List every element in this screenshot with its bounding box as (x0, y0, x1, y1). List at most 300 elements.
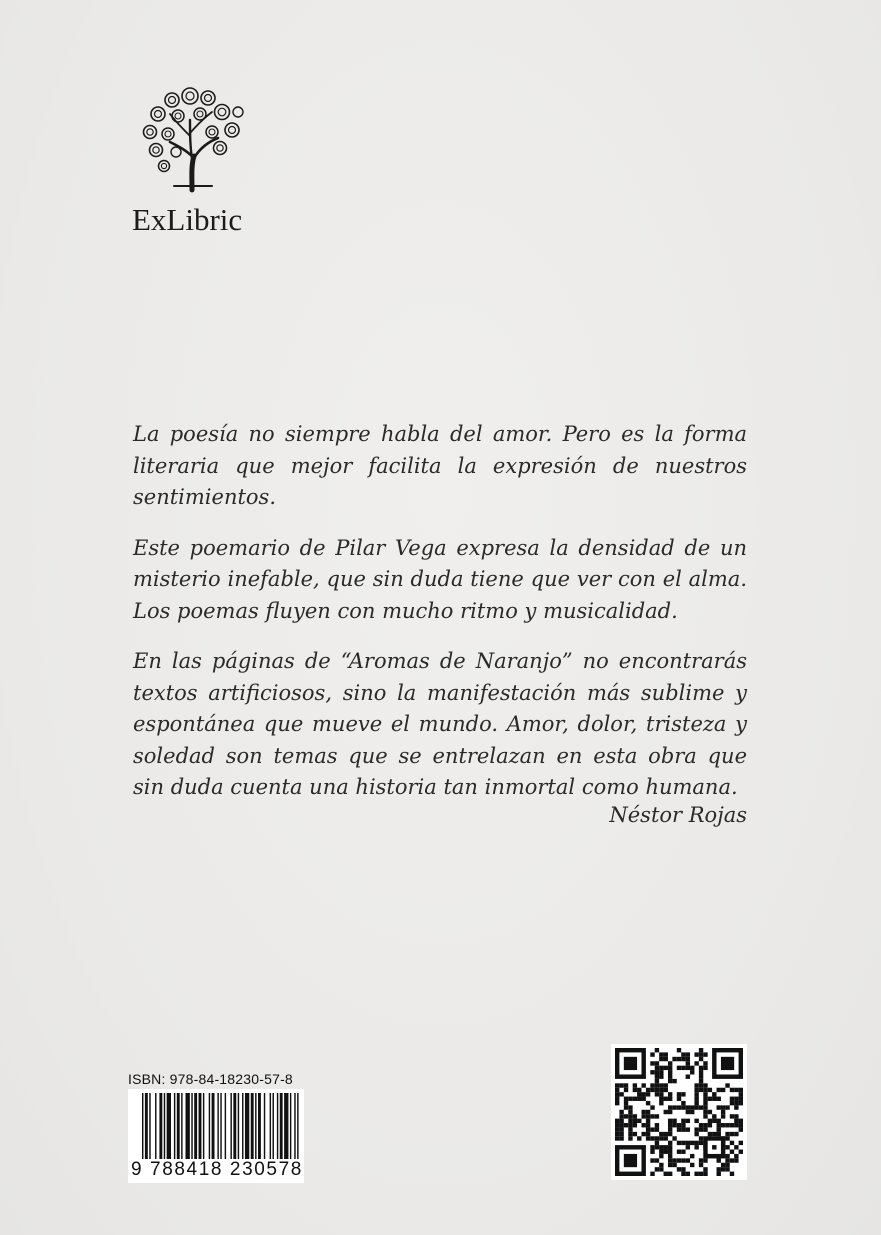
qr-module (721, 1105, 725, 1109)
qr-module (668, 1150, 672, 1154)
qr-module (681, 1119, 685, 1123)
qr-module (655, 1066, 659, 1070)
qr-module (646, 1114, 650, 1118)
qr-module (664, 1088, 668, 1092)
qr-module (686, 1172, 690, 1176)
qr-module (655, 1145, 659, 1149)
qr-module (624, 1097, 628, 1101)
qr-module (694, 1172, 698, 1176)
qr-module (650, 1070, 654, 1074)
qr-module (646, 1123, 650, 1127)
qr-module (699, 1079, 703, 1083)
qr-module (628, 1136, 632, 1140)
qr-module (628, 1110, 632, 1114)
qr-module (668, 1110, 672, 1114)
qr-module (694, 1127, 698, 1131)
qr-module (734, 1123, 738, 1127)
qr-module (717, 1097, 721, 1101)
qr-module (686, 1119, 690, 1123)
qr-module (672, 1079, 676, 1083)
qr-module (721, 1057, 734, 1070)
barcode-bar (174, 1093, 175, 1159)
barcode-bar (294, 1093, 295, 1159)
qr-module (668, 1097, 672, 1101)
qr-module (677, 1150, 681, 1154)
qr-module (655, 1070, 659, 1074)
qr-module (646, 1119, 650, 1123)
qr-module (699, 1136, 703, 1140)
qr-module (699, 1066, 703, 1070)
qr-module (699, 1048, 703, 1052)
qr-module (619, 1123, 623, 1127)
qr-module (712, 1114, 716, 1118)
barcode-bar (225, 1093, 226, 1167)
qr-module (730, 1172, 734, 1176)
qr-module (739, 1123, 743, 1127)
qr-module (703, 1110, 707, 1114)
qr-module (668, 1172, 672, 1176)
qr-module (734, 1105, 738, 1109)
qr-module (650, 1083, 654, 1087)
qr-module (672, 1123, 676, 1127)
qr-module (712, 1097, 716, 1101)
qr-module (681, 1066, 685, 1070)
barcode (128, 1089, 304, 1183)
qr-module (659, 1070, 663, 1074)
isbn-block (128, 1071, 306, 1183)
qr-module (694, 1092, 698, 1096)
qr-module (739, 1150, 743, 1154)
qr-module (686, 1105, 690, 1109)
barcode-bars (128, 1093, 304, 1167)
publisher-logo (132, 84, 258, 237)
qr-module (628, 1123, 632, 1127)
barcode-bar (245, 1093, 249, 1159)
qr-module (668, 1074, 672, 1078)
qr-module (677, 1092, 681, 1096)
qr-module (646, 1101, 650, 1105)
qr-module (717, 1132, 721, 1136)
qr-module (659, 1052, 663, 1056)
qr-module (615, 1132, 619, 1136)
qr-module (725, 1083, 729, 1087)
qr-module (690, 1163, 694, 1167)
qr-module (690, 1141, 694, 1145)
barcode-bar (238, 1093, 239, 1159)
blurb-paragraph: Este poemario de Pilar Vega expresa la densidad de un misterio inefable, que sin duda tiene que ver con el alma. Los poemas fluyen con mucho ritmo y musicalidad. (133, 535, 747, 623)
qr-module (725, 1136, 729, 1140)
qr-module (664, 1132, 668, 1136)
qr-module (664, 1172, 668, 1176)
qr-module (672, 1119, 676, 1123)
qr-module (650, 1105, 654, 1109)
qr-module (619, 1110, 623, 1114)
qr-module (615, 1127, 619, 1131)
qr-module (615, 1088, 619, 1092)
qr-module (615, 1123, 619, 1127)
qr-module (615, 1136, 619, 1140)
qr-module (624, 1083, 628, 1087)
qr-module (655, 1136, 659, 1140)
qr-module (734, 1154, 738, 1158)
qr-module (624, 1105, 628, 1109)
qr-module (664, 1083, 668, 1087)
qr-module (690, 1154, 694, 1158)
qr-module (681, 1141, 685, 1145)
qr-module (708, 1132, 712, 1136)
qr-module (686, 1127, 690, 1131)
qr-module (686, 1158, 690, 1162)
barcode-bar (277, 1093, 278, 1159)
qr-module (615, 1097, 619, 1101)
qr-module (615, 1092, 619, 1096)
qr-module (677, 1141, 681, 1145)
barcode-bar (251, 1093, 254, 1159)
qr-module (628, 1114, 632, 1118)
qr-module (628, 1119, 632, 1123)
qr-module (703, 1158, 707, 1162)
qr-module (659, 1057, 663, 1061)
qr-module (668, 1123, 672, 1127)
qr-module (677, 1097, 681, 1101)
qr-module (628, 1097, 632, 1101)
qr-module (668, 1092, 672, 1096)
qr-module (664, 1066, 668, 1070)
qr-module (633, 1123, 637, 1127)
barcode-bar (149, 1093, 150, 1159)
qr-module (681, 1123, 685, 1127)
qr-module (681, 1127, 685, 1131)
qr-module (668, 1066, 672, 1070)
qr-module (686, 1145, 690, 1149)
qr-module (739, 1088, 743, 1092)
barcode-bar (284, 1093, 288, 1159)
qr-module (655, 1167, 659, 1171)
barcode-bar (297, 1093, 298, 1167)
qr-module (721, 1114, 725, 1118)
qr-module (641, 1097, 645, 1101)
qr-module (721, 1167, 725, 1171)
qr-module (739, 1141, 743, 1145)
qr-module (694, 1145, 698, 1149)
barcode-bar (181, 1093, 182, 1159)
qr-module (708, 1097, 712, 1101)
qr-module (633, 1132, 637, 1136)
qr-module (717, 1158, 721, 1162)
qr-module (725, 1167, 729, 1171)
qr-module (659, 1163, 663, 1167)
qr-module (717, 1119, 721, 1123)
qr-module (725, 1105, 729, 1109)
qr-module (734, 1088, 738, 1092)
back-cover-blurb (133, 419, 747, 819)
qr-module (699, 1163, 703, 1167)
qr-module (725, 1132, 729, 1136)
qr-module (739, 1127, 743, 1131)
barcode-bar (199, 1093, 202, 1159)
qr-module (717, 1172, 721, 1176)
qr-module (694, 1088, 698, 1092)
qr-module (730, 1097, 734, 1101)
qr-module (624, 1154, 637, 1167)
qr-module (681, 1167, 685, 1171)
qr-module (694, 1052, 698, 1056)
qr-module (681, 1105, 685, 1109)
qr-module (739, 1101, 743, 1105)
qr-module (619, 1119, 623, 1123)
qr-module (659, 1136, 663, 1140)
qr-module (659, 1066, 663, 1070)
qr-module (703, 1092, 707, 1096)
barcode-bar (212, 1093, 215, 1159)
qr-module (641, 1114, 645, 1118)
qr-module (664, 1097, 668, 1101)
qr-module (633, 1083, 637, 1087)
qr-module (694, 1141, 698, 1145)
qr-module (619, 1092, 623, 1096)
qr-module (655, 1088, 659, 1092)
qr-module (677, 1123, 681, 1127)
qr-module (659, 1101, 663, 1105)
qr-module (677, 1105, 681, 1109)
qr-module (637, 1097, 641, 1101)
qr-module (717, 1127, 721, 1131)
qr-module (624, 1088, 628, 1092)
qr-module (694, 1119, 698, 1123)
qr-module (655, 1127, 659, 1131)
qr-module (699, 1074, 703, 1078)
qr-module (668, 1163, 672, 1167)
qr-module (699, 1105, 703, 1109)
qr-module (725, 1145, 729, 1149)
barcode-bar (280, 1093, 283, 1159)
qr-module (717, 1167, 721, 1171)
qr-module (681, 1150, 685, 1154)
qr-module (615, 1083, 619, 1087)
qr-module (664, 1110, 668, 1114)
qr-module (615, 1101, 619, 1105)
qr-module (677, 1048, 681, 1052)
qr-module (734, 1097, 738, 1101)
qr-module (734, 1132, 738, 1136)
qr-module (686, 1052, 690, 1056)
qr-module (664, 1052, 668, 1056)
qr-module (690, 1110, 694, 1114)
qr-module (712, 1145, 716, 1149)
qr-module (646, 1127, 650, 1131)
qr-module (734, 1145, 738, 1149)
qr-module (694, 1083, 698, 1087)
qr-module (650, 1150, 654, 1154)
qr-module (708, 1110, 712, 1114)
qr-module (646, 1136, 650, 1140)
qr-module (619, 1114, 623, 1118)
qr-module (664, 1150, 668, 1154)
qr-module (637, 1119, 641, 1123)
qr-module (659, 1074, 663, 1078)
qr-module (659, 1150, 663, 1154)
qr-module (686, 1074, 690, 1078)
barcode-bar (273, 1093, 274, 1159)
barcode-digits: 9 788418 230578 (131, 1159, 303, 1180)
qr-module (668, 1141, 672, 1145)
qr-module (624, 1101, 628, 1105)
qr-module (730, 1123, 734, 1127)
qr-module (730, 1114, 734, 1118)
barcode-bar (230, 1093, 231, 1159)
qr-module (659, 1145, 663, 1149)
qr-module (668, 1070, 672, 1074)
qr-module (655, 1158, 659, 1162)
qr-module (730, 1132, 734, 1136)
qr-module (659, 1132, 663, 1136)
barcode-bar (145, 1093, 148, 1167)
qr-module (694, 1061, 698, 1065)
qr-module (659, 1154, 663, 1158)
qr-module (699, 1057, 703, 1061)
qr-module (694, 1101, 698, 1105)
qr-module (628, 1105, 632, 1109)
barcode-bar (290, 1093, 291, 1159)
qr-module (677, 1127, 681, 1131)
qr-module (624, 1057, 637, 1070)
qr-module (699, 1052, 703, 1056)
qr-module (641, 1110, 645, 1114)
qr-module (672, 1158, 676, 1162)
qr-module (708, 1088, 712, 1092)
qr-module (725, 1154, 729, 1158)
qr-module (721, 1123, 725, 1127)
qr-module (681, 1052, 685, 1056)
qr-module (686, 1061, 690, 1065)
barcode-bar (164, 1093, 165, 1159)
qr-module (646, 1132, 650, 1136)
qr-module (712, 1132, 716, 1136)
qr-module (655, 1123, 659, 1127)
qr-module (703, 1123, 707, 1127)
qr-module (655, 1092, 659, 1096)
barcode-bar (194, 1093, 197, 1159)
qr-module (641, 1083, 645, 1087)
qr-module (655, 1141, 659, 1145)
qr-module (699, 1088, 703, 1092)
qr-module (637, 1092, 641, 1096)
qr-module (681, 1101, 685, 1105)
publisher-name: ExLibric (132, 202, 243, 237)
barcode-bar (203, 1093, 204, 1159)
qr-module (708, 1119, 712, 1123)
qr-module (659, 1088, 663, 1092)
qr-module (628, 1132, 632, 1136)
qr-module (672, 1136, 676, 1140)
qr-module (725, 1158, 729, 1162)
barcode-bar (142, 1093, 143, 1167)
qr-module (721, 1088, 725, 1092)
qr-module (734, 1101, 738, 1105)
qr-module (633, 1088, 637, 1092)
blurb-paragraph: En las páginas de “Aromas de Naranjo” no encontrarás textos artificiosos, sino la manifestación más sublime y espontánea que mueve el mundo. Amor, dolor, tristeza y soledad son temas que se entrelazan en esta obra que sin duda cuenta una historia tan inmortal como humana. (133, 649, 747, 799)
qr-module (615, 1119, 619, 1123)
qr-module (690, 1105, 694, 1109)
qr-module (703, 1097, 707, 1101)
qr-module (730, 1150, 734, 1154)
qr-module (712, 1119, 716, 1123)
qr-module (703, 1105, 707, 1109)
qr-module (668, 1079, 672, 1083)
qr-module (699, 1083, 703, 1087)
barcode-bar (220, 1093, 221, 1167)
qr-module (703, 1061, 707, 1065)
qr-module (672, 1057, 676, 1061)
qr-module (637, 1088, 641, 1092)
qr-module (703, 1066, 707, 1070)
qr-module (699, 1123, 703, 1127)
qr-module (624, 1114, 628, 1118)
barcode-bar (217, 1093, 218, 1159)
qr-module (690, 1070, 694, 1074)
barcode-bar (264, 1093, 265, 1159)
qr-module (699, 1141, 703, 1145)
qr-module (681, 1158, 685, 1162)
qr-module (664, 1057, 668, 1061)
qr-module (703, 1127, 707, 1131)
qr-module (637, 1136, 641, 1140)
qr-module (694, 1105, 698, 1109)
qr-module (650, 1088, 654, 1092)
qr-module (734, 1119, 738, 1123)
barcode-bar (233, 1093, 236, 1159)
qr-module (725, 1123, 729, 1127)
qr-module (730, 1088, 734, 1092)
qr-module (686, 1066, 690, 1070)
qr-module (655, 1083, 659, 1087)
qr-module (694, 1132, 698, 1136)
qr-module (677, 1167, 681, 1171)
qr-module (650, 1127, 654, 1131)
qr-module (690, 1066, 694, 1070)
blurb-paragraph: La poesía no siempre habla del amor. Pero es la forma literaria que mejor facilita la expresión de nuestros sentimientos. (133, 422, 747, 509)
qr-module (619, 1136, 623, 1140)
qr-module (668, 1127, 672, 1131)
qr-module (703, 1114, 707, 1118)
qr-module (659, 1167, 663, 1171)
qr-module (686, 1110, 690, 1114)
qr-module (624, 1123, 628, 1127)
qr-module (739, 1119, 743, 1123)
qr-module (641, 1092, 645, 1096)
qr-module (721, 1163, 725, 1167)
qr-module (686, 1141, 690, 1145)
qr-module (633, 1097, 637, 1101)
barcode-bar (167, 1093, 171, 1159)
barcode-bar (177, 1093, 180, 1159)
qr-module (730, 1158, 734, 1162)
qr-module (677, 1057, 681, 1061)
qr-module (655, 1074, 659, 1078)
qr-module (659, 1092, 663, 1096)
isbn-label: ISBN: 978-84-18230-57-8 (128, 1071, 293, 1087)
qr-module (655, 1048, 659, 1052)
qr-module (650, 1052, 654, 1056)
qr-module (650, 1061, 654, 1065)
qr-module (668, 1158, 672, 1162)
qr-module (646, 1092, 650, 1096)
qr-module (650, 1114, 654, 1118)
qr-module (712, 1092, 716, 1096)
qr-module (730, 1141, 734, 1145)
barcode-bar (155, 1093, 156, 1159)
qr-module (655, 1079, 659, 1083)
